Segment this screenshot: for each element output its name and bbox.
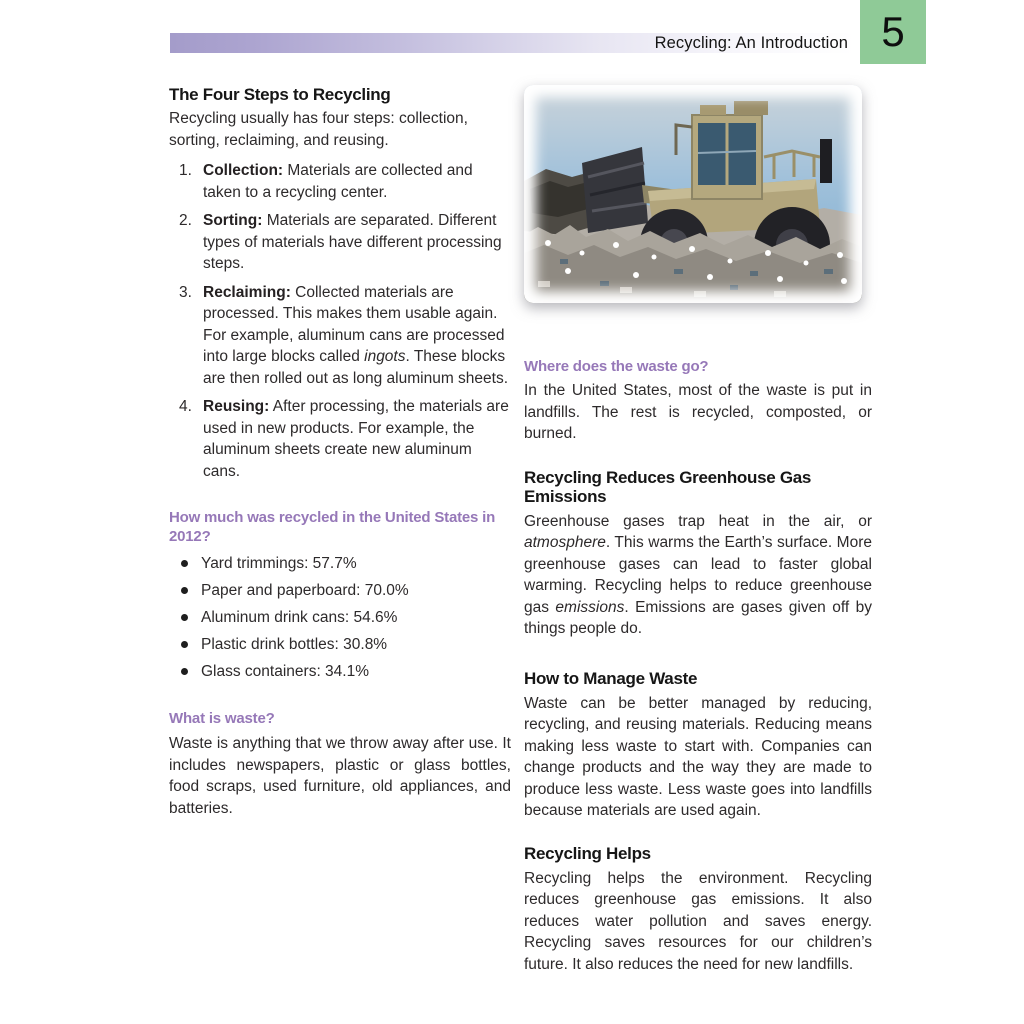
section-heading-manage-waste: How to Manage Waste <box>524 668 698 688</box>
left-column <box>169 85 511 819</box>
manage-waste-paragraph: Waste can be better managed by reducing, recycling, and reusing materials. Reducing means making less waste to start with. Companies can change products and the way they are made to produce less waste. Less waste goes into landfills because materials are used again. <box>524 694 872 819</box>
landfill-compactor-photo <box>524 85 862 303</box>
step-number: 2. <box>179 212 192 229</box>
step-body: After processing, the materials are used in new products. For example, the aluminum sheets create new aluminum cans. <box>203 398 509 480</box>
ghg-text: . This warms the Earth’s surface. More greenhouse gases can lead to faster global warming. Recycling helps to reduce greenhouse gas <box>524 534 872 616</box>
step-label: Sorting: <box>203 212 263 229</box>
step-number: 4. <box>179 398 192 415</box>
bullet-dot <box>181 560 188 567</box>
step-body: Collected materials are processed. This makes them usable again. For example, aluminum cans are processed into large blocks called <box>203 283 505 365</box>
step-text <box>203 282 511 390</box>
recycling-helps-paragraph: Recycling helps the environment. Recycling reduces greenhouse gas emissions. It also reduces water pollution and saves energy. Recycling saves resources for our children’s future. It also reduces the need for new landfills. <box>524 869 872 973</box>
list-item <box>169 579 511 606</box>
bullet-dot <box>181 614 188 621</box>
step-number: 1. <box>179 162 192 179</box>
step-text <box>203 396 511 482</box>
ghg-text: Greenhouse gases trap heat in the air, or <box>524 512 872 530</box>
landfill-photo-illustration <box>524 85 862 303</box>
stat-plastic: Plastic drink bottles: 30.8% <box>201 636 388 653</box>
step-text <box>203 210 511 275</box>
section-heading-recycling-helps: Recycling Helps <box>524 843 651 863</box>
section-heading-ghg: Recycling Reduces Greenhouse Gas Emissions <box>524 467 812 506</box>
step-label: Reclaiming: <box>203 283 291 301</box>
list-item <box>169 606 511 633</box>
section-heading-what-is-waste: What is waste? <box>169 710 275 727</box>
step-label: Reusing: <box>203 398 270 415</box>
four-steps-intro: Recycling usually has four steps: collection, sorting, reclaiming, and reusing. <box>169 110 468 149</box>
page-number-box <box>860 0 926 64</box>
list-item <box>169 552 511 579</box>
stat-paper: Paper and paperboard: 70.0% <box>201 582 409 599</box>
section-heading-how-much-recycled: How much was recycled in the United States in 2012? <box>169 509 496 545</box>
bullet-dot <box>181 641 188 648</box>
what-is-waste-paragraph: Waste is anything that we throw away after use. It includes newspapers, plastic or glass bottles, food scraps, used furniture, old appliances, and batteries. <box>169 735 511 817</box>
right-column <box>524 85 872 975</box>
bullet-dot <box>181 668 188 675</box>
recycled-stats-list <box>169 552 511 687</box>
italic-term-ingots: ingots <box>364 348 406 365</box>
list-item <box>169 660 511 687</box>
step-body: Materials are collected and taken to a recycling center. <box>203 162 473 201</box>
running-head-title: Recycling: An Introduction <box>654 34 848 52</box>
stat-glass: Glass containers: 34.1% <box>201 663 370 680</box>
step-number: 3. <box>179 283 192 301</box>
stat-yard-trimmings: Yard trimmings: 57.7% <box>201 555 357 572</box>
stat-aluminum: Aluminum drink cans: 54.6% <box>201 609 398 626</box>
step-body: Materials are separated. Different types of materials have different processing steps. <box>203 212 502 272</box>
list-item <box>169 633 511 660</box>
step-body: . These blocks are then rolled out as long aluminum sheets. <box>203 348 509 387</box>
step-item-sorting <box>169 210 511 275</box>
page-number: 5 <box>881 8 905 55</box>
section-heading-where-waste-go: Where does the waste go? <box>524 358 709 375</box>
section-heading-four-steps: The Four Steps to Recycling <box>169 85 391 104</box>
numbered-steps-list <box>169 160 511 482</box>
italic-term-emissions: emissions <box>555 598 625 616</box>
ghg-paragraph <box>524 511 872 640</box>
ghg-text: . Emissions are gases given off by things people do. <box>524 598 872 637</box>
step-label: Collection: <box>203 162 284 179</box>
where-waste-go-paragraph: In the United States, most of the waste is put in landfills. The rest is recycled, composted, or burned. <box>524 382 872 442</box>
step-text <box>203 160 511 203</box>
step-item-reusing <box>169 396 511 482</box>
step-item-collection <box>169 160 511 203</box>
bullet-dot <box>181 587 188 594</box>
italic-term-atmosphere: atmosphere <box>524 534 606 551</box>
step-item-reclaiming <box>169 282 511 390</box>
